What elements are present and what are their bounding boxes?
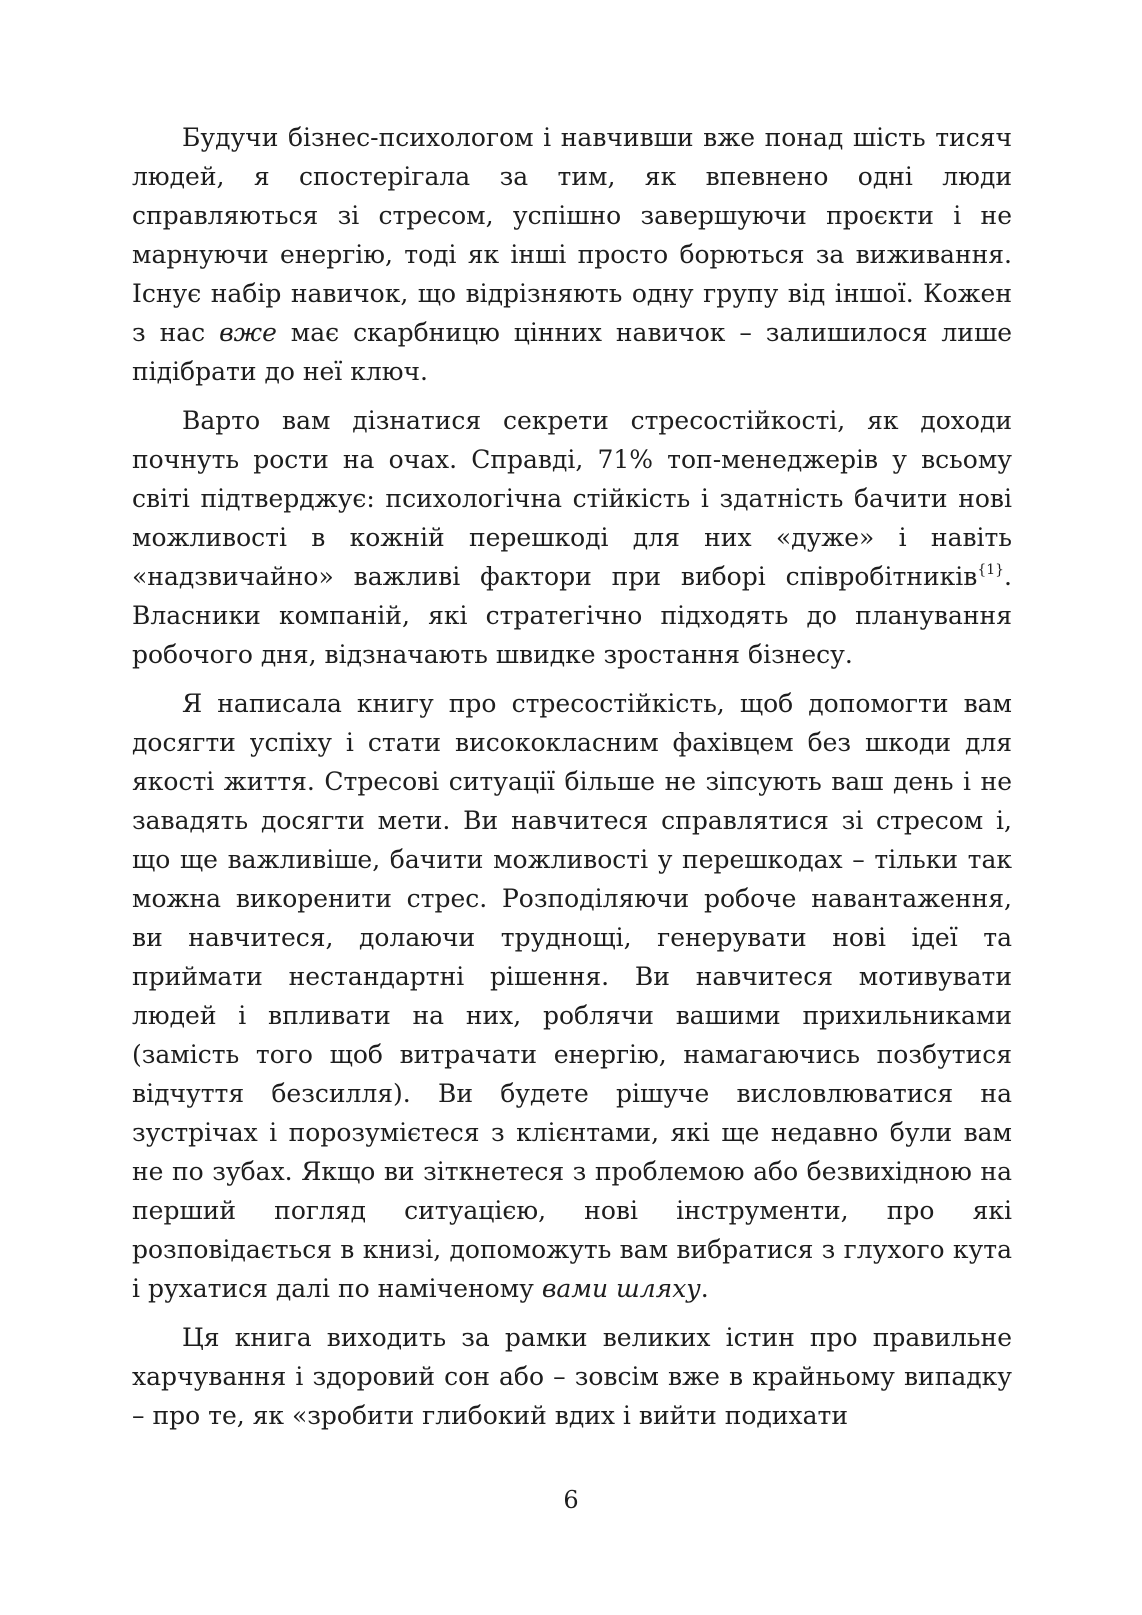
page-body [132,118,1012,1445]
footnote-reference[interactable]: {1} [977,561,1005,578]
paragraph-2-text-b: . Власники компаній, які стратегічно підходять до планування робочого дня, відзначають швидке зростання бізнесу. [132,562,1012,669]
page-number: 6 [563,1486,579,1514]
paragraph-3-text-a: Я написала книгу про стресостійкість, щоб допомогти вам досягти успіху і стати висококласним фахівцем без шкоди для якості життя. Стресові ситуації більше не зіпсують ваш день і не завадять досягти мети. Ви навчитеся справлятися зі стресом і, що ще важливіше, бачити можливості у перешкодах – тільки так можна викоренити стрес. Розподіляючи робоче навантаження, ви навчитеся, долаючи труднощі, генерувати нові ідеї та приймати нестандартні рішення. Ви навчитеся мотивувати людей і впливати на них, роблячи вашими прихильниками (замість того щоб витрачати енергію, намагаючись позбутися відчуття безсилля). Ви будете рішуче висловлюватися на зустрічах і порозумієтеся з клієнтами, які ще недавно були вам не по зубах. Якщо ви зіткнетеся з проблемою або безвихідною на перший погляд ситуацією, нові інструменти, про які розповідається в книзі, допоможуть вам вибратися з глухого кута і рухатися далі по наміченому [132,689,1012,1303]
paragraph-1-emphasis: вже [219,318,277,347]
paragraph-4 [132,1318,1012,1435]
paragraph-3-text-b: . [700,1274,709,1303]
paragraph-1-text-a: Будучи бізнес-психологом і навчивши вже понад шість тисяч людей, я спостерігала за тим, як впевнено одні люди справляються зі стресом, успішно завершуючи проєкти і не марнуючи енергію, тоді як інші просто борються за виживання. Існує набір навичок, що відрізняють одну групу від іншої. Кожен з нас [132,123,1012,347]
paragraph-2 [132,401,1012,674]
paragraph-3 [132,684,1012,1308]
paragraph-1-text-b: має скарбницю цінних навичок – залишилося лише підібрати до неї ключ. [132,318,1012,386]
paragraph-2-text-a: Варто вам дізнатися секрети стресостійкості, як доходи почнуть рости на очах. Справді, 71% топ-менеджерів у всьому світі підтверджує: психологічна стійкість і здатність бачити нові можливості в кожній перешкоді для них «дуже» і навіть «надзвичайно» важливі фактори при виборі співробітників [132,406,1012,591]
paragraph-4-text: Ця книга виходить за рамки великих істин про правильне харчування і здоровий сон або – зовсім вже в крайньому випадку – про те, як «зробити глибокий вдих і вийти подихати [132,1323,1012,1430]
paragraph-3-emphasis: вами шляху [541,1274,701,1303]
paragraph-1 [132,118,1012,391]
